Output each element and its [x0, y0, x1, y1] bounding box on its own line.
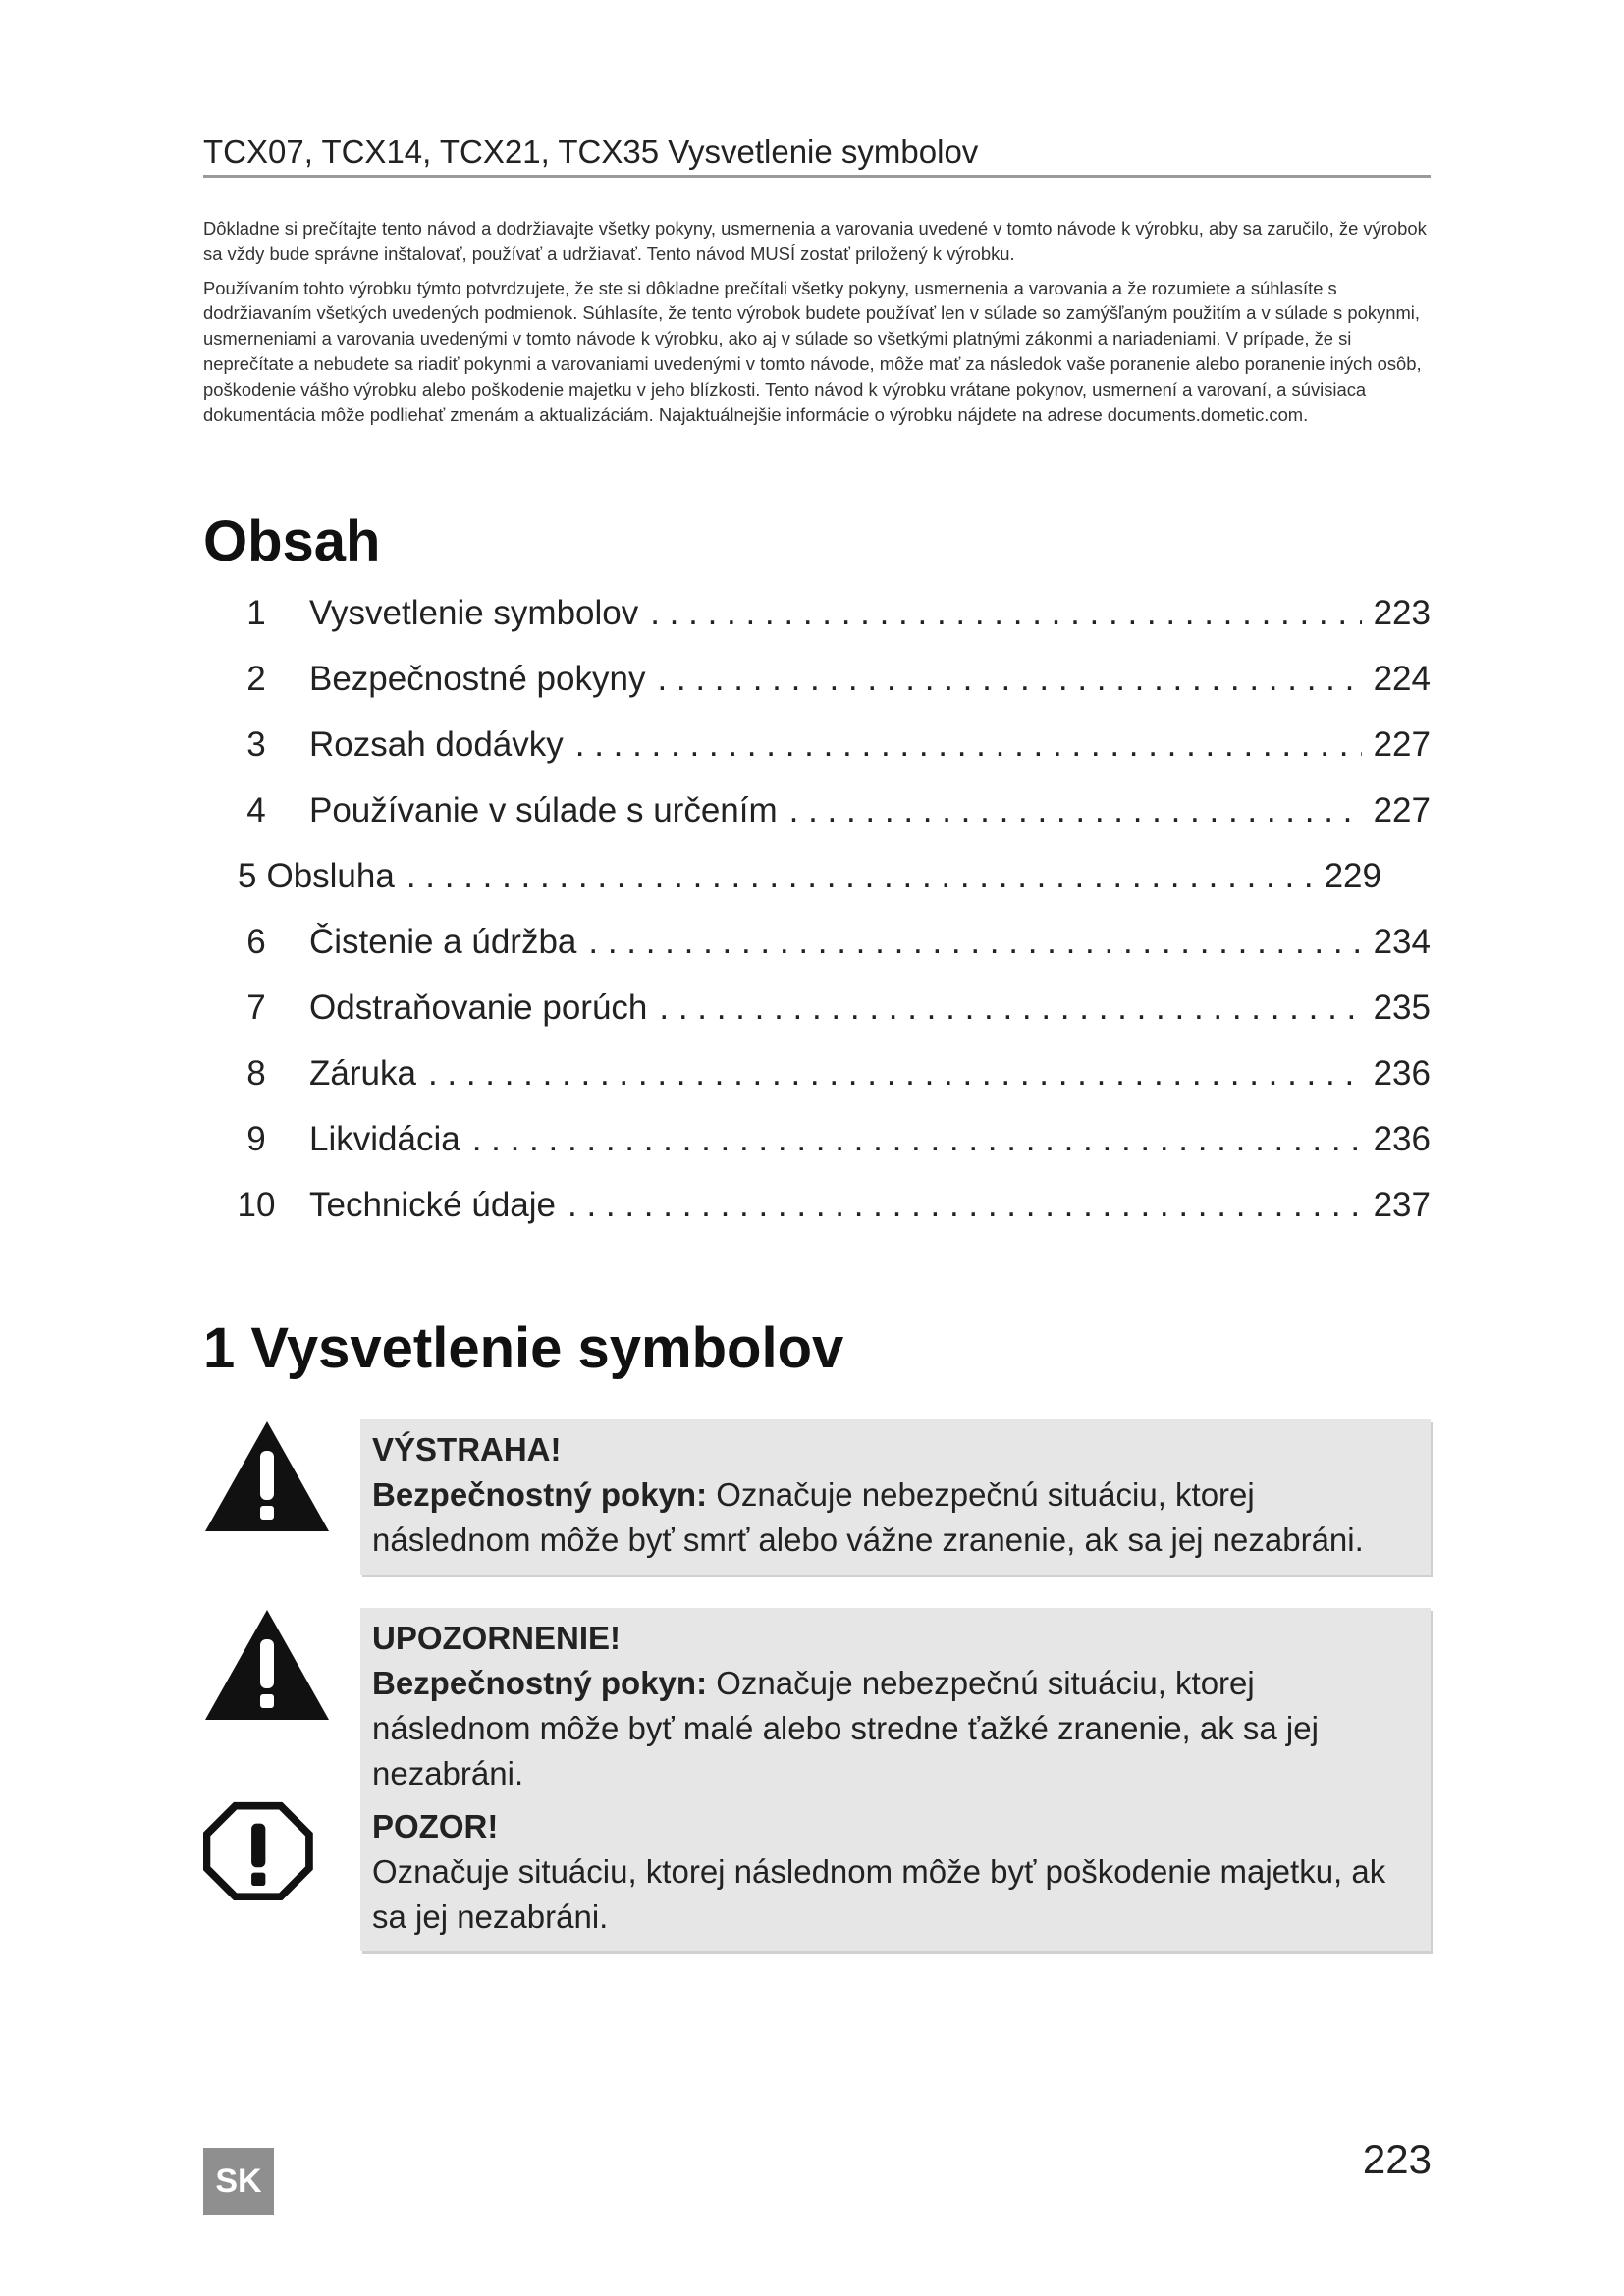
toc-leader-dots [428, 1054, 1362, 1094]
warning-text: Označuje nebezpečnú situáciu, ktorej následnom môže byť smrť alebo vážne zranenie, ak sa jej nezabráni. [372, 1476, 1364, 1558]
toc-page-number: 235 [1373, 988, 1431, 1027]
caution-box [360, 1608, 1431, 1808]
toc-label: Odstraňovanie porúch [309, 988, 648, 1027]
toc-page-number: 236 [1373, 1054, 1431, 1093]
language-badge: SK [203, 2148, 274, 2215]
toc-leader-dots [472, 1120, 1362, 1159]
intro-text [203, 216, 1431, 436]
notice-octagon-icon [203, 1796, 317, 1910]
table-of-contents [203, 594, 1431, 1252]
page-header: TCX07, TCX14, TCX21, TCX35 Vysvetlenie symbolov [203, 133, 1431, 178]
toc-page-number: 229 [1324, 857, 1381, 895]
toc-number: 7 [246, 988, 266, 1027]
toc-leader-dots [657, 660, 1361, 699]
section-title: 1 Vysvetlenie symbolov [203, 1316, 844, 1380]
notice-heading: POZOR! [372, 1808, 499, 1844]
toc-label: Rozsah dodávky [309, 725, 564, 764]
warning-triangle-icon [203, 1419, 331, 1533]
toc-label: Používanie v súlade s určením [309, 791, 778, 829]
toc-label: Bezpečnostné pokyny [309, 660, 646, 698]
toc-entry-8[interactable] [203, 1054, 1431, 1120]
toc-label: Technické údaje [309, 1186, 556, 1224]
toc-leader-dots [789, 791, 1362, 830]
toc-page-number: 223 [1373, 594, 1431, 632]
toc-number: 6 [246, 923, 266, 961]
toc-leader-dots [406, 857, 1313, 896]
toc-leader-dots [650, 594, 1361, 633]
toc-entry-6[interactable] [203, 923, 1431, 988]
toc-page-number: 234 [1373, 923, 1431, 961]
toc-number: 3 [246, 725, 266, 764]
toc-entry-1[interactable] [203, 594, 1431, 660]
notice-box [360, 1796, 1431, 1951]
toc-page-number: 236 [1373, 1120, 1431, 1158]
toc-label: Likvidácia [309, 1120, 460, 1158]
page-number: 223 [1362, 2136, 1432, 2182]
toc-number: 5 [238, 857, 257, 895]
caution-text: Označuje nebezpečnú situáciu, ktorej následnom môže byť malé alebo stredne ťažké zranenie, ak sa jej nezabráni. [372, 1665, 1319, 1791]
toc-page-number: 237 [1373, 1186, 1431, 1224]
toc-number: 2 [246, 660, 266, 698]
toc-page-number: 227 [1373, 791, 1431, 829]
toc-label: Obsluha [266, 857, 395, 895]
notice-text: Označuje situáciu, ktorej následnom môže byť poškodenie majetku, ak sa jej nezabráni. [372, 1853, 1386, 1935]
toc-label: Záruka [309, 1054, 416, 1093]
toc-leader-dots [568, 1186, 1362, 1225]
toc-number: 10 [237, 1186, 276, 1224]
intro-paragraph-2: Používaním tohto výrobku týmto potvrdzujete, že ste si dôkladne prečítali všetky pokyny, usmernenia a varovania a že rozumiete a súhlasíte s dodržiavaním všetkých uvedených podmienok. Súhlasíte, že tento výrobok budete používať len v súlade so zamýšľaným použitím a v súlade s pokynmi, usmerneniami a varovania uvedenými v tomto návode k výrobku, ako aj v súlade so všetkými platnými zákonmi a nariadeniami. V prípade, že si neprečítate a nebudete sa riadiť pokynmi a varovaniami uvedenými v tomto návode, môže mať za následok vaše poranenie alebo poranenie iných osôb, poškodenie vášho výrobku alebo poškodenie majetku v jeho blízkosti. Tento návod k výrobku vrátane pokynov, usmernení a varovaní, a súvisiaca dokumentácia môže podliehať zmenám a aktualizáciám. Najaktuálnejšie informácie o výrobku nájdete na adrese documents.dometic.com. [203, 277, 1422, 425]
toc-number: 9 [246, 1120, 266, 1158]
toc-leader-dots [588, 923, 1361, 962]
toc-leader-dots [659, 988, 1361, 1028]
warning-box [360, 1419, 1431, 1575]
caution-lead: Bezpečnostný pokyn: [372, 1665, 708, 1701]
toc-entry-4[interactable] [203, 791, 1431, 857]
toc-leader-dots [575, 725, 1362, 765]
caution-triangle-icon [203, 1608, 331, 1722]
toc-entry-7[interactable] [203, 988, 1431, 1054]
toc-entry-5[interactable] [203, 857, 1381, 923]
warning-heading: VÝSTRAHA! [372, 1431, 562, 1468]
toc-number: 4 [246, 791, 266, 829]
toc-entry-10[interactable] [203, 1186, 1431, 1252]
toc-page-number: 227 [1373, 725, 1431, 764]
toc-label: Vysvetlenie symbolov [309, 594, 639, 632]
toc-page-number: 224 [1373, 660, 1431, 698]
intro-paragraph-1: Dôkladne si prečítajte tento návod a dodržiavajte všetky pokyny, usmernenia a varovania uvedené v tomto návode k výrobku, aby sa zaručilo, že výrobok sa vždy bude správne inštalovať, používať a udržiavať. Tento návod MUSÍ zostať priložený k výrobku. [203, 218, 1427, 264]
caution-heading: UPOZORNENIE! [372, 1620, 622, 1656]
toc-entry-2[interactable] [203, 660, 1431, 725]
toc-title: Obsah [203, 509, 381, 573]
warning-lead: Bezpečnostný pokyn: [372, 1476, 708, 1513]
toc-entry-9[interactable] [203, 1120, 1431, 1186]
toc-number: 1 [246, 594, 266, 632]
toc-label: Čistenie a údržba [309, 923, 577, 961]
toc-entry-3[interactable] [203, 725, 1431, 791]
toc-number: 8 [246, 1054, 266, 1093]
